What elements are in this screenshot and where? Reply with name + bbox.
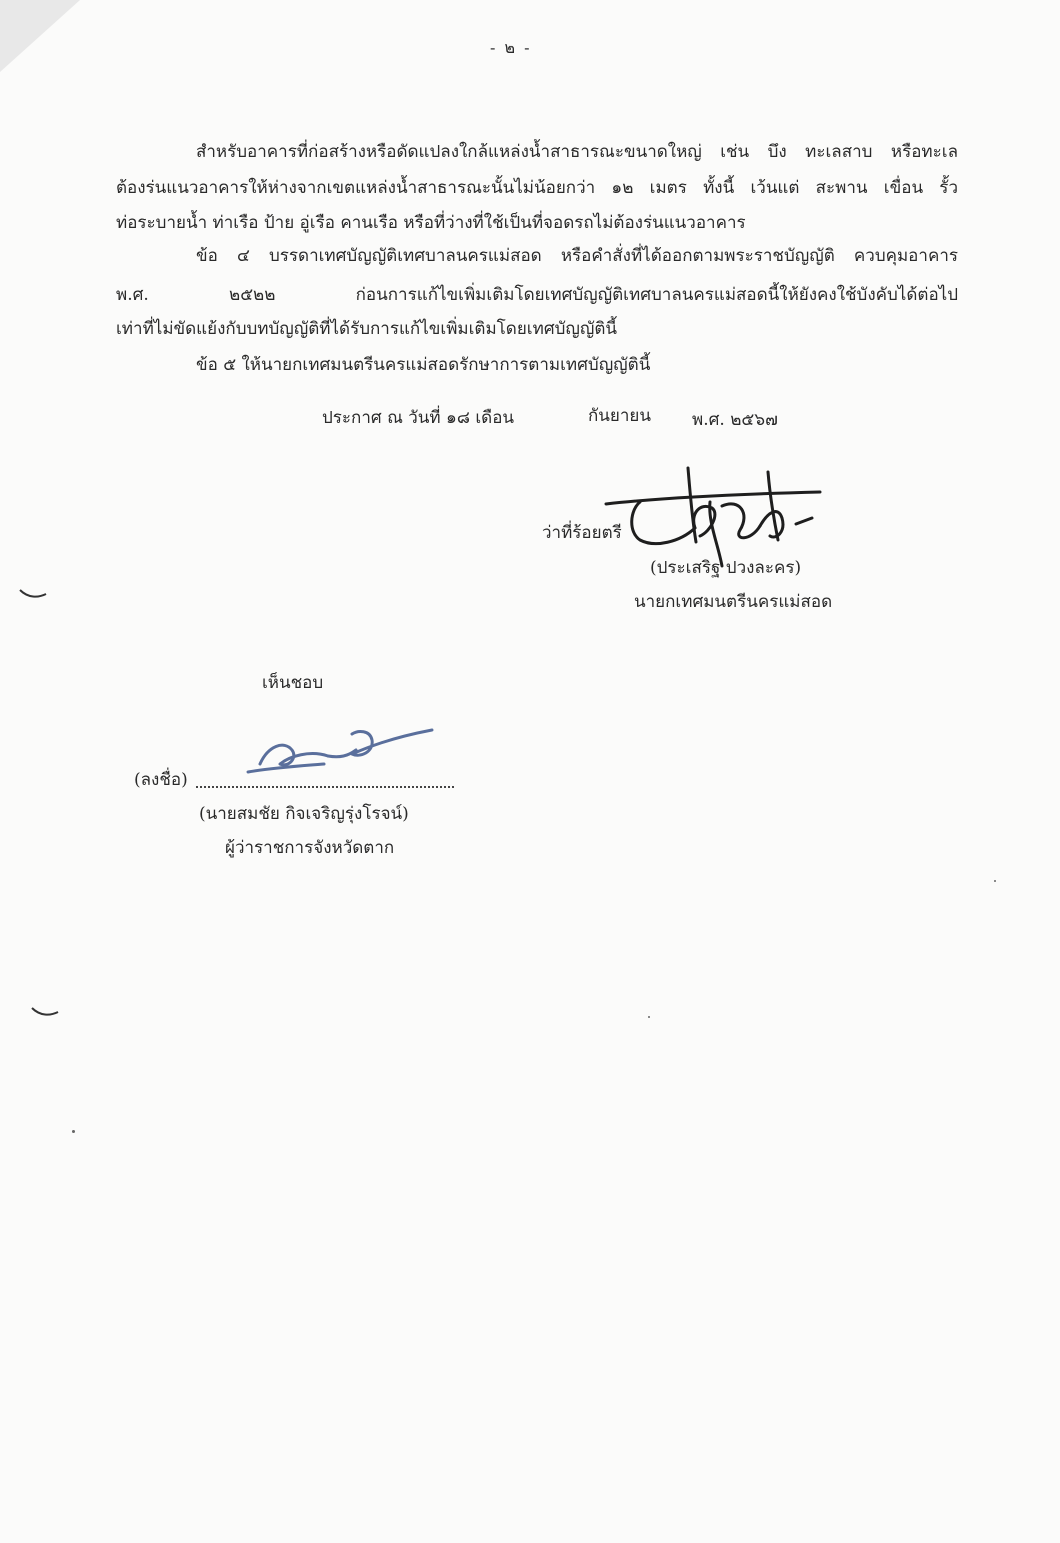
margin-mark-1	[18, 586, 48, 600]
paragraph-2-line-2: พ.ศ. ๒๕๒๒ ก่อนการแก้ไขเพิ่มเติมโดยเทศบัญญัติเทศบาลนครแม่สอดนี้ให้ยังคงใช้บังคับได้ต่อไป	[116, 285, 958, 305]
paragraph-1-line-3: ท่อระบายน้ำ ท่าเรือ ป้าย อู่เรือ คานเรือ หรือที่ว่างที่ใช้เป็นที่จอดรถไม่ต้องร่นแนวอาคาร	[116, 213, 746, 233]
governor-title: ผู้ว่าราชการจังหวัดตาก	[225, 838, 395, 858]
mayor-signature	[600, 462, 830, 572]
paragraph-2-line-1: ข้อ ๔ บรรดาเทศบัญญัติเทศบาลนครแม่สอด หรือคำสั่งที่ได้ออกตามพระราชบัญญัติ ควบคุมอาคาร	[196, 246, 958, 266]
announcement-month: กันยายน	[588, 406, 652, 426]
page-number: - ๒ -	[490, 38, 532, 57]
mayor-rank: ว่าที่ร้อยตรี	[542, 523, 622, 543]
mayor-title: นายกเทศมนตรีนครแม่สอด	[634, 592, 833, 612]
signature-line	[196, 786, 454, 788]
announcement-date: ประกาศ ณ วันที่ ๑๘ เดือน	[322, 408, 515, 428]
margin-mark-2	[30, 1004, 60, 1018]
paragraph-1-line-1: สำหรับอาคารที่ก่อสร้างหรือดัดแปลงใกล้แหล่งน้ำสาธารณะขนาดใหญ่ เช่น บึง ทะเลสาบ หรือทะเล	[196, 142, 958, 162]
paragraph-2-line-3: เท่าที่ไม่ขัดแย้งกับบทบัญญัติที่ได้รับการแก้ไขเพิ่มเติมโดยเทศบัญญัตินี้	[116, 319, 618, 339]
approval-label: เห็นชอบ	[262, 673, 324, 693]
governor-name: (นายสมชัย กิจเจริญรุ่งโรจน์)	[199, 804, 409, 824]
mayor-name: (ประเสริฐ ปวงละคร)	[650, 558, 802, 578]
paragraph-1-line-2: ต้องร่นแนวอาคารให้ห่างจากเขตแหล่งน้ำสาธารณะนั้นไม่น้อยกว่า ๑๒ เมตร ทั้งนี้ เว้นแต่ สะพาน เขื่อน รั้ว	[116, 178, 958, 198]
signed-label: (ลงชื่อ)	[134, 770, 188, 790]
governor-signature	[240, 716, 440, 776]
announcement-year: พ.ศ. ๒๕๖๗	[692, 410, 778, 430]
scan-speck	[648, 1016, 650, 1018]
scan-speck	[994, 880, 996, 882]
paragraph-3: ข้อ ๕ ให้นายกเทศมนตรีนครแม่สอดรักษาการตามเทศบัญญัตินี้	[196, 355, 651, 375]
scan-speck	[72, 1130, 75, 1133]
folded-corner	[0, 0, 80, 72]
